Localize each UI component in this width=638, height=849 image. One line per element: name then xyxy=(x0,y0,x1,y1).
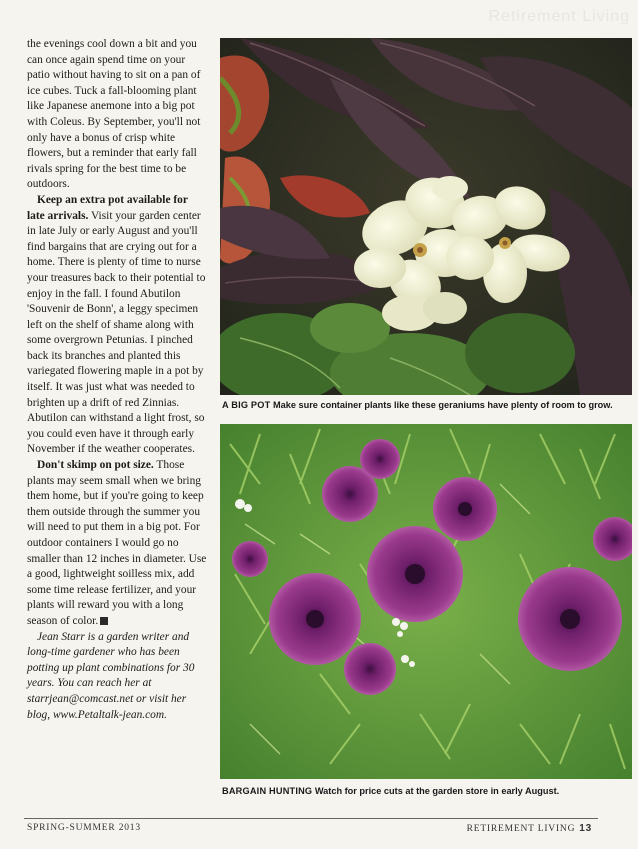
petunia-photo xyxy=(220,424,632,779)
end-of-article-mark-icon xyxy=(100,617,108,625)
petunia-photo-caption xyxy=(222,785,634,797)
subhead-extra-pot: Keep an extra pot available for late arrivals. xyxy=(27,193,188,222)
geranium-illustration xyxy=(220,38,632,395)
petunia-illustration xyxy=(220,424,632,779)
issue-date: SPRING-SUMMER 2013 xyxy=(27,823,141,833)
running-header-ghost: Retirement Living xyxy=(488,8,630,25)
page-number: 13 xyxy=(579,823,592,834)
geranium-photo-caption xyxy=(222,399,634,411)
paragraph-3-body: Those plants may seem small when we bring them home, but if you're going to keep them outside through the summer you will need to put them in a big pot. For outdoor containers I would go no smaller than 12 inches in diameter. Use a good, lightweight soilless mix, add some time release fertilizer, and your plants will reward you with a long season of color. xyxy=(27,459,207,627)
article-paragraph-1: the evenings cool down a bit and you can once again spend time on your patio without having to sit on a pan of ice cubes. Tuck a fall-blooming plant like Japanese anemone into a big pot with Coleus. By September, you'll not only have a bonus of crisp white flowers, but a reminder that early fall rivals spring for the best time to be outdoors. xyxy=(27,38,201,191)
footer-rule xyxy=(24,818,598,819)
caption-body: Make sure container plants like these geraniums have plenty of room to grow. xyxy=(270,400,613,410)
subhead-pot-size: Don't skimp on pot size. xyxy=(37,459,154,472)
paragraph-2-body: Visit your garden center in late July or early August and you'll find bargains that are crying out for a home. There is plenty of time to nurse your treasures back to their potential to enjoy in the fall. I found Abutilon 'Souvenir de Bonn', a leggy specimen left on the shelf of shame along with some overgrown Petunias. I pinched back its branches and planted this variegated flowering maple in a pot by itself. It was just what was needed to brighten up a drift of red Zinnias. Abutilon can withstand a light frost, so you could even have it through early November if the weather cooperates. xyxy=(27,209,206,456)
magazine-folio xyxy=(467,823,592,834)
article-column xyxy=(27,37,208,723)
caption-body: Watch for price cuts at the garden store in early August. xyxy=(312,786,560,796)
author-bio: Jean Starr is a garden writer and long-time gardener who has been potting up plant combinations for 30 years. You can reach her at starrjean@comcast.net or visit her blog, www.Petaltalk-jean.com. xyxy=(27,630,195,721)
article-paragraph-3 xyxy=(27,458,208,630)
magazine-name: RETIREMENT LIVING xyxy=(466,824,576,834)
caption-lead: BARGAIN HUNTING xyxy=(222,786,313,796)
article-paragraph-2 xyxy=(27,193,208,458)
geranium-photo xyxy=(220,38,632,395)
caption-lead: A BIG POT xyxy=(222,400,271,410)
